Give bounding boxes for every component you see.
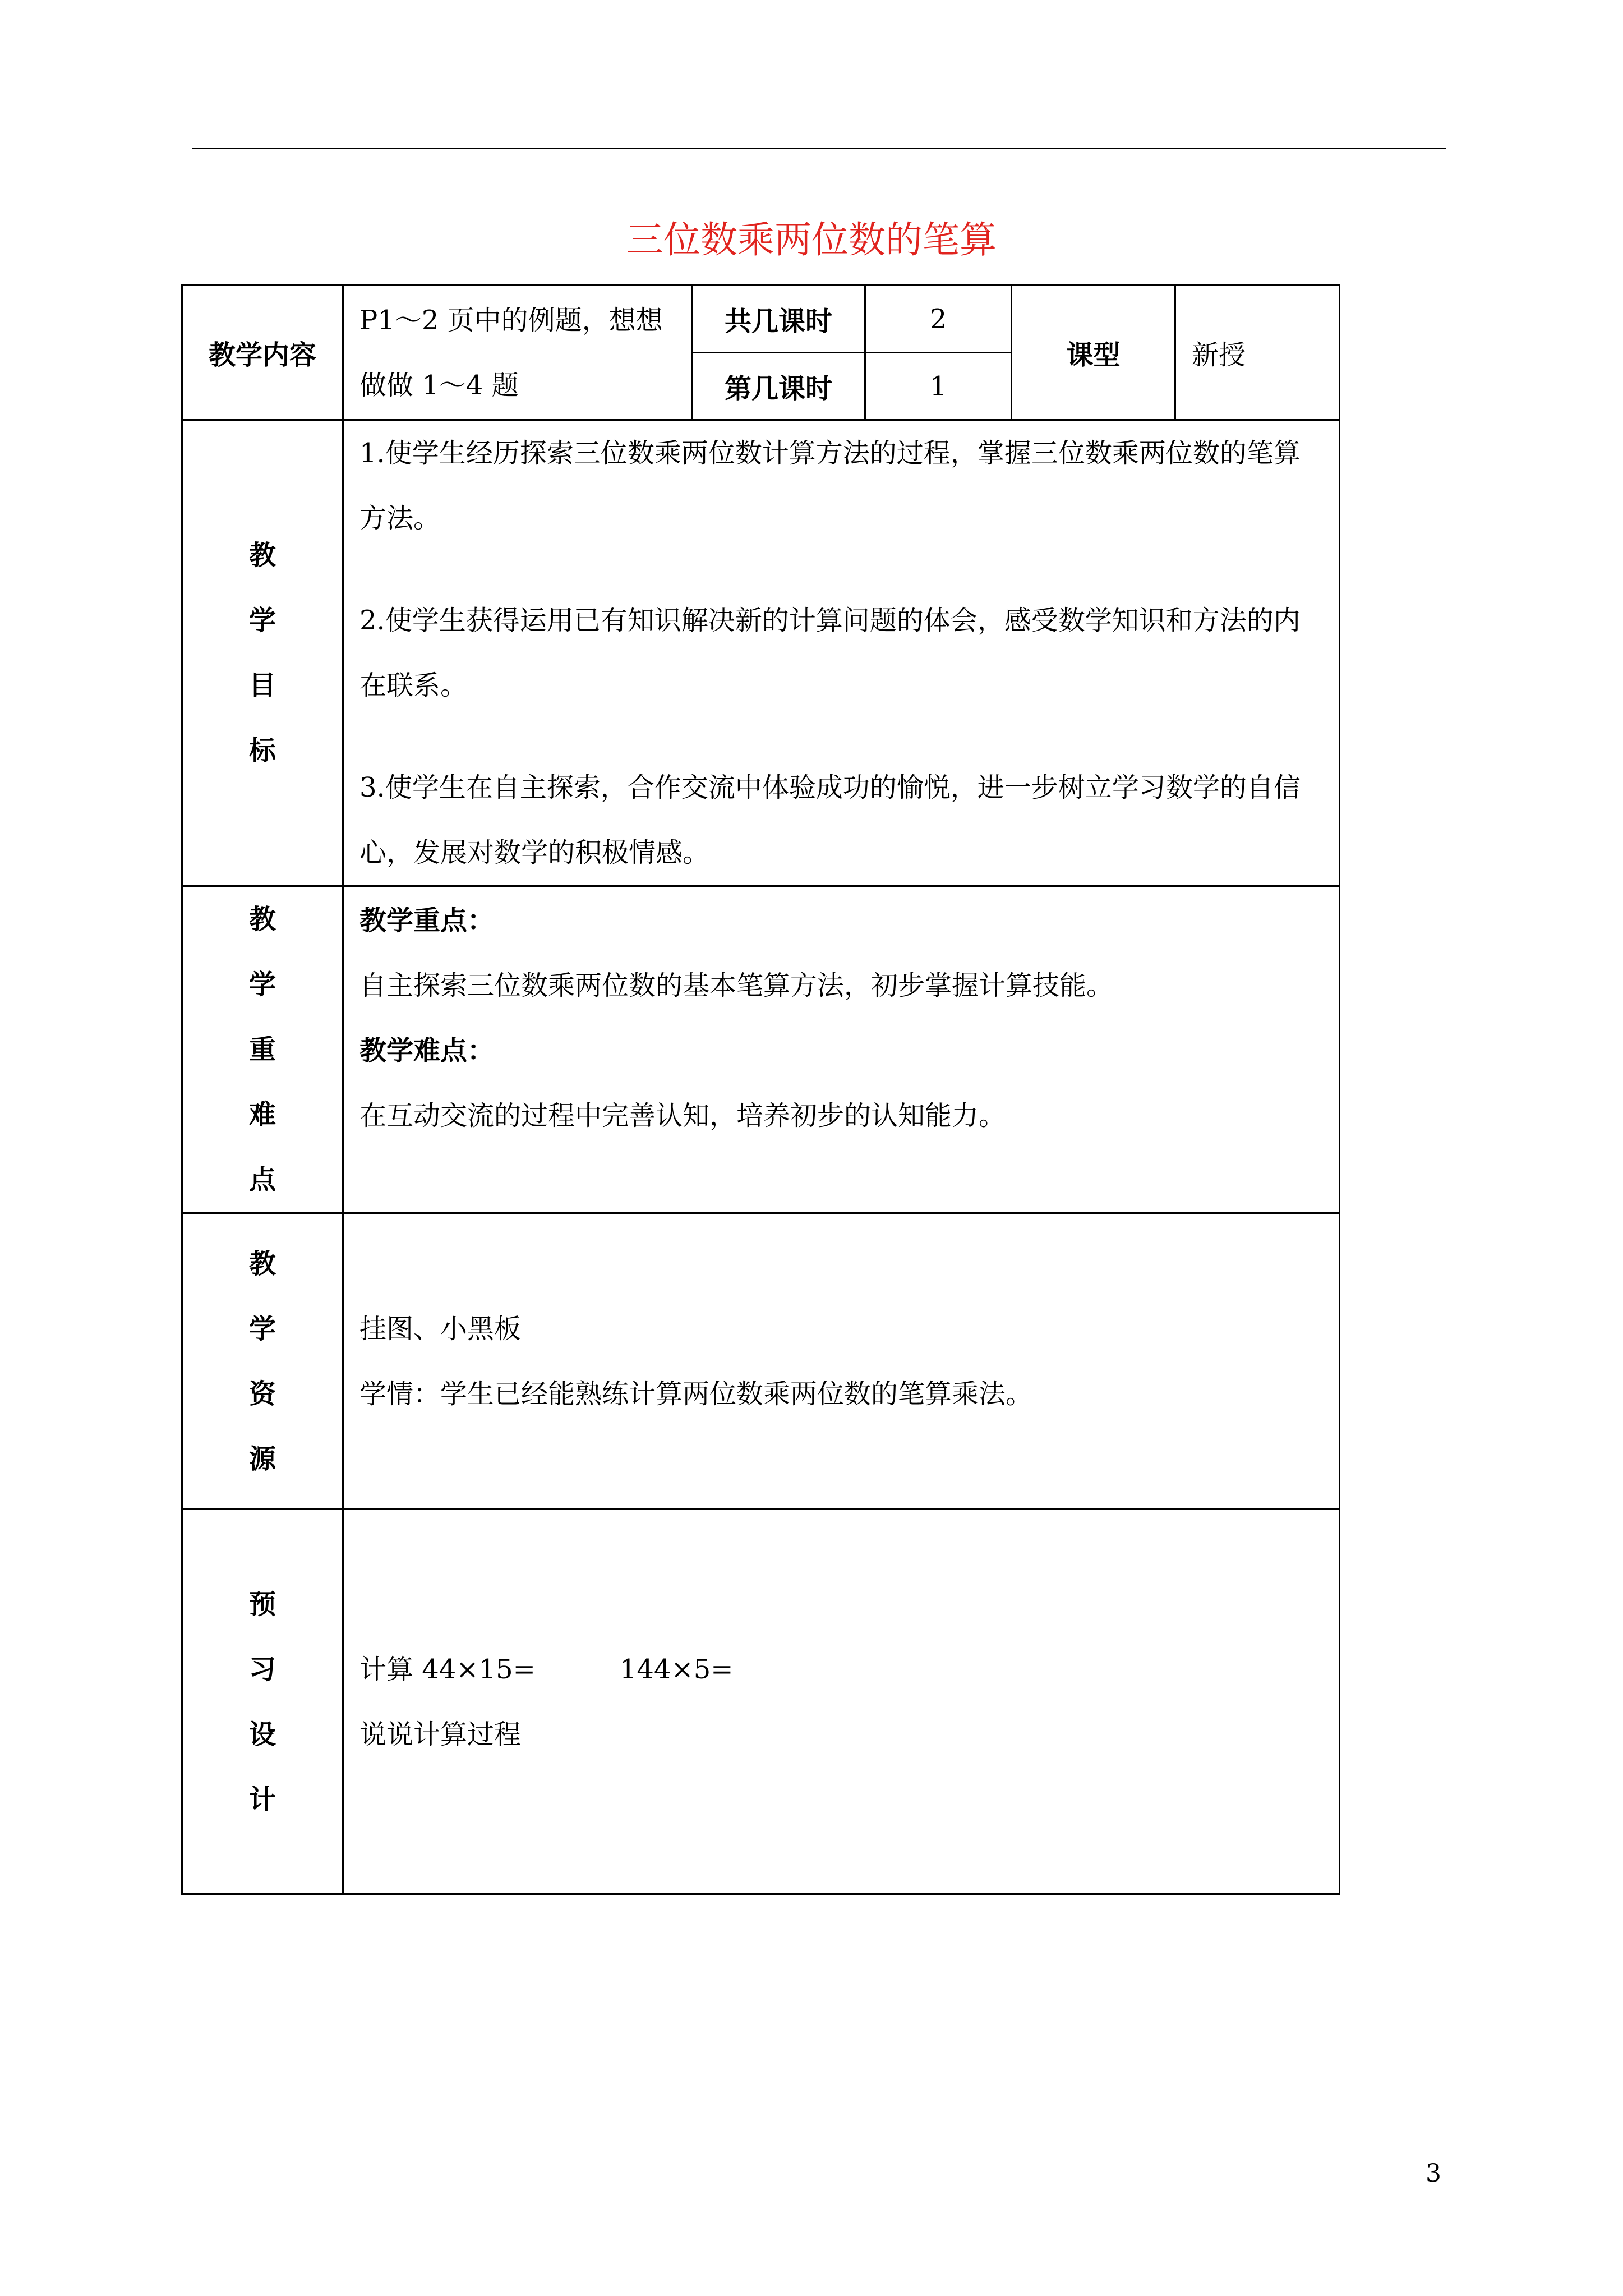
lesson-plan-table	[181, 284, 1340, 1895]
resources-row	[182, 1213, 1340, 1510]
resources-label	[182, 1213, 343, 1510]
content-value-line2: 做做 1～4 题	[359, 369, 519, 401]
resources-content	[343, 1213, 1340, 1510]
key-points-label-char: 教	[248, 904, 276, 935]
key-points-label-char: 点	[248, 1164, 276, 1195]
resources-label-char: 资	[248, 1378, 276, 1410]
objectives-content	[343, 420, 1340, 886]
resources-line2: 学情：学生已经能熟练计算两位数乘两位数的笔算乘法。	[359, 1378, 1033, 1410]
key-points-content	[343, 886, 1340, 1213]
objectives-label	[182, 420, 343, 886]
resources-label-char: 教	[248, 1248, 276, 1280]
objectives-label-char: 目	[248, 670, 276, 701]
preview-label-char: 习	[248, 1653, 276, 1685]
page-number: 3	[1426, 2159, 1441, 2188]
key-points-label	[182, 886, 343, 1213]
total-hours-label: 共几课时	[692, 286, 865, 353]
header-rule	[192, 148, 1446, 149]
page-title: 三位数乘两位数的笔算	[626, 218, 997, 261]
objectives-label-char: 学	[248, 605, 276, 636]
key-points-row	[182, 886, 1340, 1213]
preview-row	[182, 1510, 1340, 1894]
objective-item: 1.使学生经历探索三位数乘两位数计算方法的过程，掌握三位数乘两位数的笔算方法。	[359, 438, 1301, 534]
type-label: 课型	[1012, 286, 1175, 420]
objective-item: 2.使学生获得运用已有知识解决新的计算问题的体会，感受数学知识和方法的内在联系。	[359, 605, 1301, 701]
key-points-label-char: 学	[248, 969, 276, 1000]
preview-label-char: 计	[248, 1783, 276, 1815]
difficulty-title: 教学难点：	[359, 1035, 495, 1066]
objectives-label-char: 标	[248, 735, 276, 766]
objective-item: 3.使学生在自主探索，合作交流中体验成功的愉悦，进一步树立学习数学的自信心，发展对数学的积极情感。	[359, 772, 1301, 868]
content-label: 教学内容	[182, 286, 343, 420]
preview-label-char: 设	[248, 1718, 276, 1750]
content-value	[343, 286, 692, 420]
focus-title: 教学重点：	[359, 905, 495, 936]
preview-label	[182, 1510, 343, 1894]
resources-line1: 挂图、小黑板	[359, 1313, 522, 1345]
content-value-line1: P1～2 页中的例题，想想	[359, 304, 663, 336]
header-row-1	[182, 286, 1340, 353]
preview-line2: 说说计算过程	[359, 1718, 522, 1750]
lesson-no-value: 1	[865, 353, 1012, 420]
preview-calc-line	[359, 1637, 1325, 1702]
preview-label-char: 预	[248, 1588, 276, 1620]
lesson-no-label: 第几课时	[692, 353, 865, 420]
key-points-label-char: 重	[248, 1034, 276, 1065]
preview-content	[343, 1510, 1340, 1894]
preview-calc-a: 计算 44×15=	[359, 1653, 536, 1685]
objectives-label-char: 教	[248, 540, 276, 571]
focus-text: 自主探索三位数乘两位数的基本笔算方法，初步掌握计算技能。	[359, 970, 1114, 1001]
preview-calc-b: 144×5=	[619, 1653, 734, 1685]
key-points-label-char: 难	[248, 1099, 276, 1130]
total-hours-value: 2	[865, 286, 1012, 353]
type-value: 新授	[1175, 286, 1340, 420]
resources-label-char: 源	[248, 1443, 276, 1475]
objectives-row	[182, 420, 1340, 886]
difficulty-text: 在互动交流的过程中完善认知，培养初步的认知能力。	[359, 1100, 1006, 1131]
resources-label-char: 学	[248, 1313, 276, 1345]
